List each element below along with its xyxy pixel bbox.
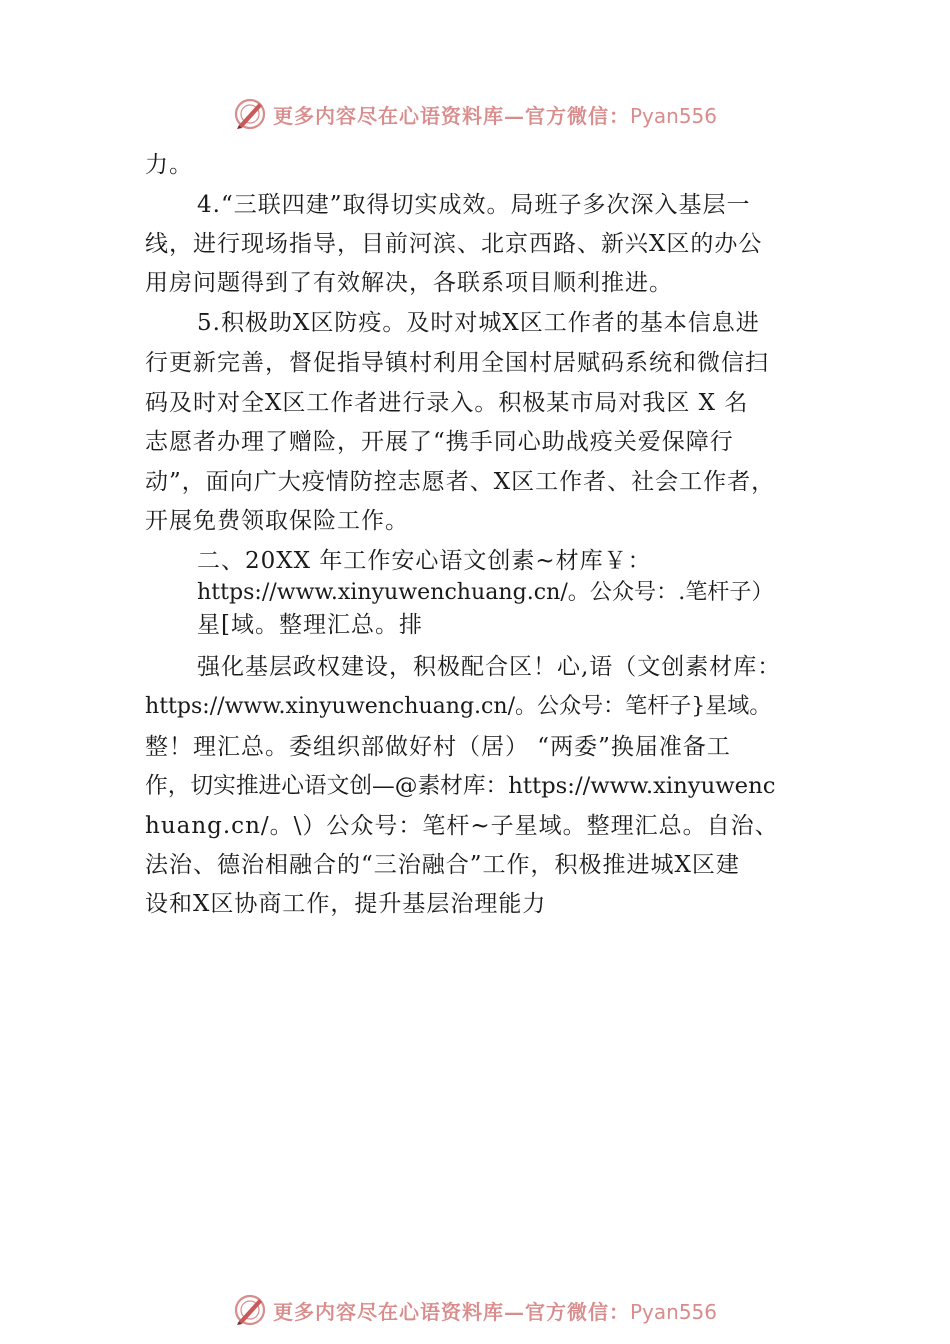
text-line: 线，进行现场指导，目前河滨、北京西路、新兴X区的办公 (145, 231, 763, 257)
text-line: 二、20XX 年工作安心语文创素~材库￥： (197, 548, 652, 574)
text-line: 码及时对全X区工作者进行录入。积极某市局对我区 X 名 (145, 390, 749, 416)
text-line: 星[域。整理汇总。排 (197, 612, 423, 638)
pen-seal-icon (233, 1293, 267, 1327)
text-line: 5.积极助X区防疫。及时对城X区工作者的基本信息进 (197, 310, 760, 336)
wechat-id: Pyan556 (629, 1299, 717, 1324)
text-line: 力。 (145, 152, 193, 178)
text-line: 4.“三联四建”取得切实成效。局班子多次深入基层一 (197, 192, 751, 218)
text-line: https://www.xinyuwenchuang.cn/。公众号：笔杆子}星域。 (145, 694, 772, 719)
footer-banner (0, 1290, 950, 1330)
text-line: 行更新完善，督促指导镇村利用全国村居赋码系统和微信扫 (145, 350, 769, 376)
text-line: 作，切实推进心语文创—@素材库：https://www.xinyuwenc (145, 773, 776, 799)
banner-title: 更多内容尽在心语资料库—官方微信：Pyan556 (272, 103, 717, 128)
text-line: 用房问题得到了有效解决，各联系项目顺利推进。 (145, 270, 673, 296)
header-banner (0, 94, 950, 134)
text-line: 整！理汇总。委组织部做好村（居） “两委”换届准备工 (145, 734, 731, 760)
pen-seal-icon (233, 97, 267, 131)
text-line: 强化基层政权建设，积极配合区！心,语（文创素材库： (197, 654, 782, 680)
banner-title: 更多内容尽在心语资料库—官方微信：Pyan556 (272, 1299, 717, 1324)
text-line: 设和X区协商工作，提升基层治理能力 (145, 891, 547, 917)
text-line: 开展免费领取保险工作。 (145, 508, 409, 534)
wechat-id: Pyan556 (629, 103, 717, 128)
text-line: 动”，面向广大疫情防控志愿者、X区工作者、社会工作者， (145, 469, 776, 495)
text-line: 法治、德治相融合的“三治融合”工作，积极推进城X区建 (145, 852, 740, 878)
text-line: https://www.xinyuwenchuang.cn/。公众号：.笔杆子） (197, 580, 774, 605)
text-line: huang.cn/。\）公众号：笔杆~子星域。整理汇总。自治、 (145, 813, 779, 839)
text-line: 志愿者办理了赠险，开展了“携手同心助战疫关爱保障行 (145, 429, 734, 455)
